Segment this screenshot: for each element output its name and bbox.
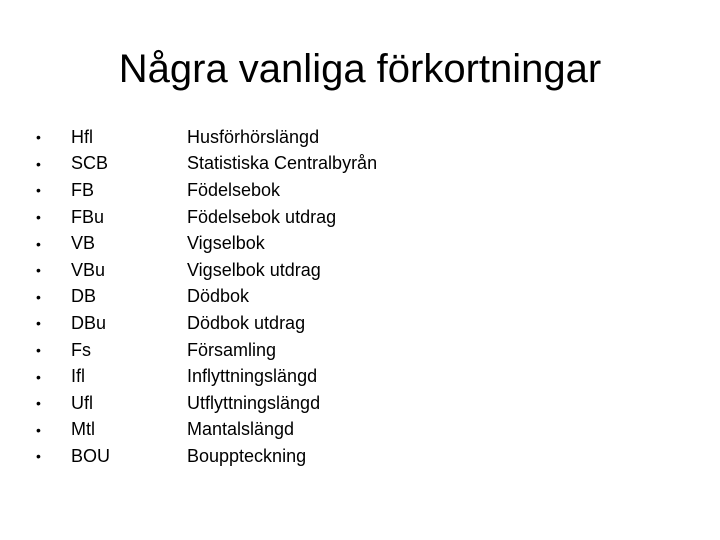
abbreviation: Ufl	[71, 392, 93, 413]
list-item	[36, 284, 447, 311]
list-item	[36, 177, 447, 204]
bullet-icon: •	[36, 235, 41, 252]
abbreviation-meaning: Födelsebok	[187, 179, 281, 200]
list-item	[36, 363, 447, 390]
abbreviation-meaning: Dödbok	[187, 286, 250, 307]
list-item	[36, 310, 447, 337]
abbreviation: Ifl	[71, 366, 86, 387]
bullet-icon: •	[36, 288, 41, 305]
abbreviation: VBu	[71, 259, 106, 280]
abbreviation: Hfl	[71, 126, 93, 147]
abbreviation-meaning: Inflyttningslängd	[187, 366, 318, 387]
list-item	[36, 124, 447, 151]
abbreviation: FBu	[71, 206, 105, 227]
abbreviation-meaning: Vigselbok utdrag	[187, 259, 321, 280]
abbreviation-meaning: Utflyttningslängd	[187, 392, 321, 413]
slide-title: Några vanliga förkortningar	[118, 47, 602, 91]
abbreviation-meaning: Mantalslängd	[187, 419, 295, 440]
abbreviation: DBu	[71, 312, 107, 333]
abbreviation: Fs	[71, 339, 91, 360]
abbreviation-meaning: Födelsebok utdrag	[187, 206, 337, 227]
list-item	[36, 443, 447, 470]
abbreviation-meaning: Husförhörslängd	[187, 126, 320, 147]
abbreviation: FB	[71, 179, 95, 200]
bullet-icon: •	[36, 129, 41, 146]
list-item	[36, 204, 447, 231]
list-item	[36, 151, 447, 178]
abbreviation-meaning: Statistiska Centralbyrån	[187, 153, 378, 174]
list-item	[36, 257, 447, 284]
bullet-icon: •	[36, 448, 41, 465]
abbreviation: DB	[71, 286, 97, 307]
bullet-icon: •	[36, 368, 41, 385]
list-item	[36, 417, 447, 444]
bullet-icon: •	[36, 315, 41, 332]
list-item	[36, 230, 447, 257]
bullet-icon: •	[36, 262, 41, 279]
abbreviation-meaning: Församling	[187, 339, 277, 360]
bullet-icon: •	[36, 395, 41, 412]
abbreviation-meaning: Dödbok utdrag	[187, 312, 306, 333]
abbreviation-list	[36, 124, 447, 470]
abbreviation: Mtl	[71, 419, 95, 440]
bullet-icon: •	[36, 421, 41, 438]
abbreviation: BOU	[71, 445, 111, 466]
abbreviation-meaning: Bouppteckning	[187, 445, 307, 466]
abbreviation: VB	[71, 233, 96, 254]
list-item	[36, 337, 447, 364]
bullet-icon: •	[36, 155, 41, 172]
bullet-icon: •	[36, 342, 41, 359]
list-item	[36, 390, 447, 417]
bullet-icon: •	[36, 209, 41, 226]
abbreviation: SCB	[71, 153, 109, 174]
abbreviation-meaning: Vigselbok	[187, 233, 265, 254]
bullet-icon: •	[36, 182, 41, 199]
